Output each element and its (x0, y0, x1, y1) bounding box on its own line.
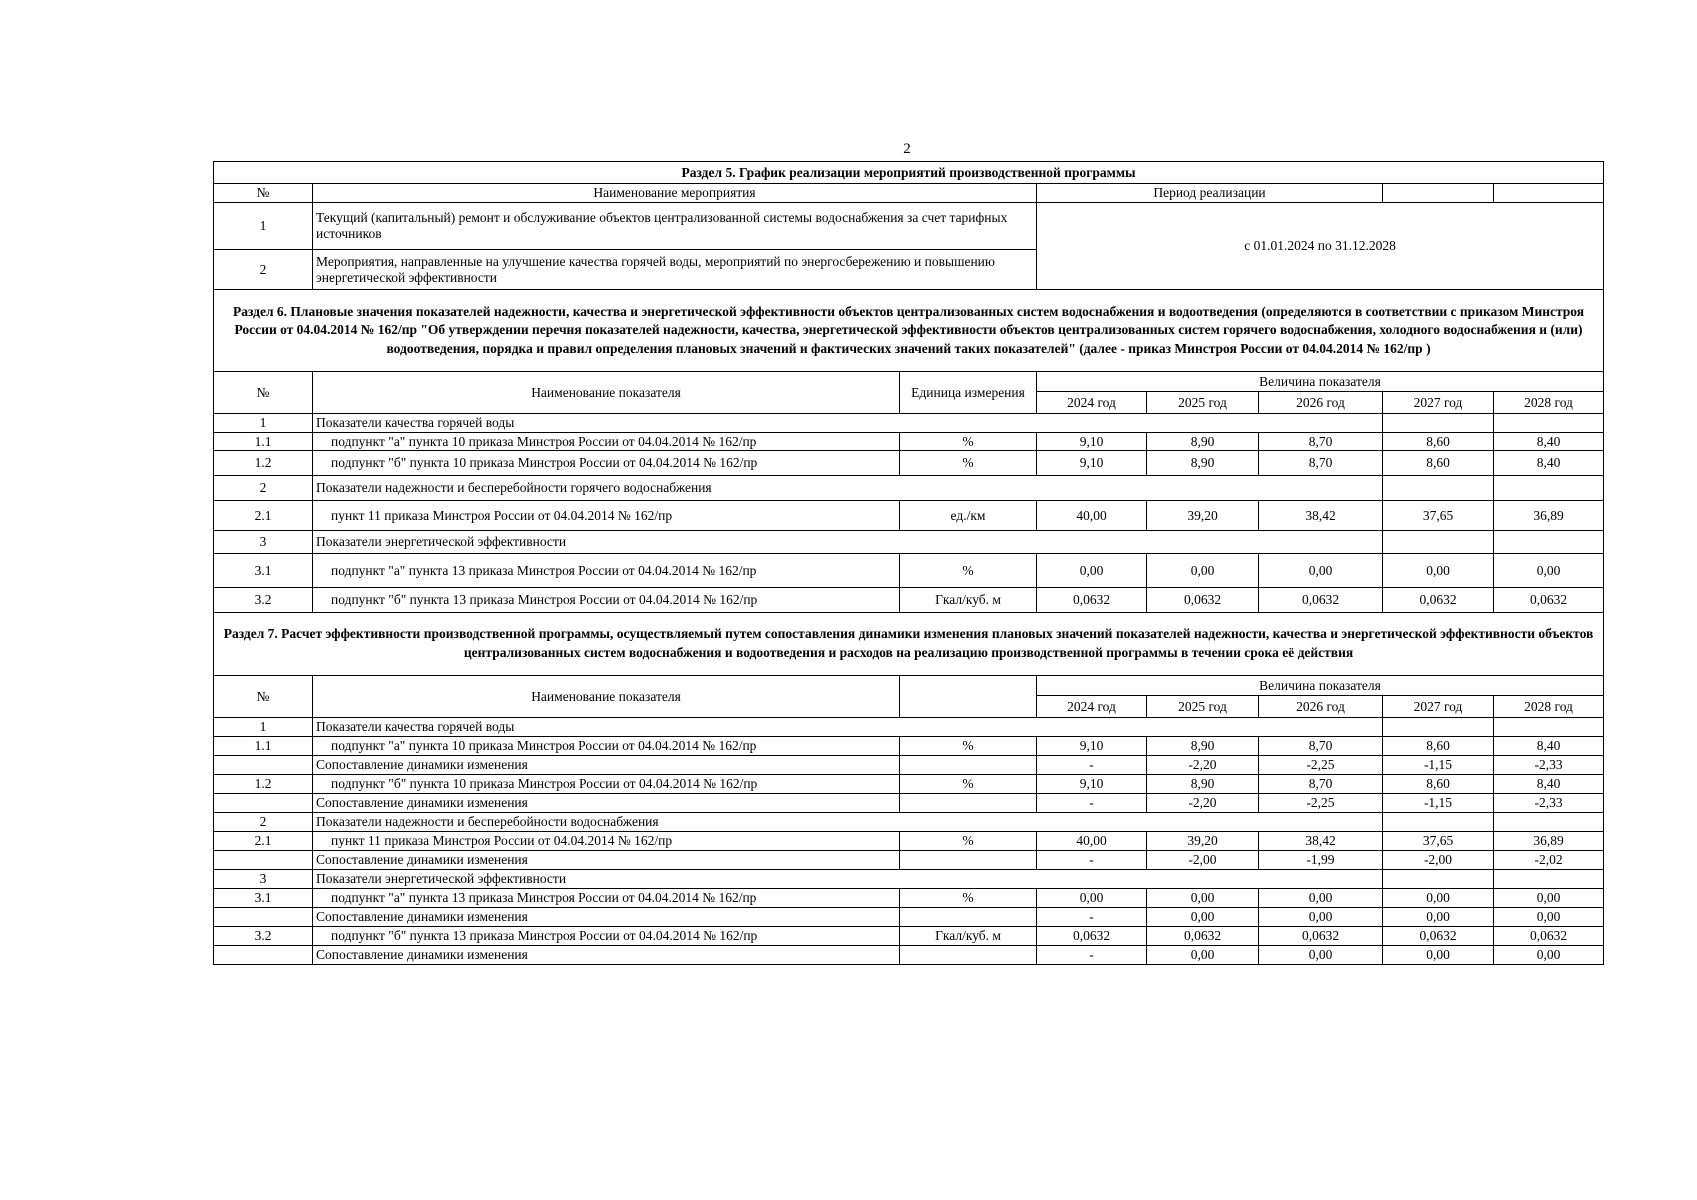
section6-header-row (214, 372, 1604, 392)
section6-year: 2027 год (1383, 392, 1494, 414)
dynamics-label: Сопоставление динамики изменения (313, 908, 900, 927)
empty-cell (1383, 870, 1494, 889)
indicator-value: 0,00 (1037, 889, 1147, 908)
section5-row-num: 1 (214, 203, 313, 250)
indicator-num: 1.2 (214, 451, 313, 476)
section7-header-row (214, 676, 1604, 696)
section7-year: 2028 год (1494, 696, 1604, 718)
section5-header-num: № (214, 184, 313, 203)
indicator-name: пункт 11 приказа Минстроя России от 04.04.2014 № 162/пр (313, 501, 900, 531)
indicator-name: подпункт "б" пункта 10 приказа Минстроя России от 04.04.2014 № 162/пр (313, 451, 900, 476)
dynamics-value: -2,25 (1259, 756, 1383, 775)
indicator-num: 1.2 (214, 775, 313, 794)
indicator-value: 36,89 (1494, 832, 1604, 851)
indicator-num: 1 (214, 718, 313, 737)
indicator-name: подпункт "а" пункта 13 приказа Минстроя России от 04.04.2014 № 162/пр (313, 889, 900, 908)
indicator-num: 2.1 (214, 832, 313, 851)
indicator-num: 3.2 (214, 927, 313, 946)
section6-header-num: № (214, 372, 313, 414)
section5-header-row (214, 184, 1604, 203)
indicator-value: 8,40 (1494, 737, 1604, 756)
indicator-num (214, 794, 313, 813)
indicator-unit: % (900, 432, 1037, 451)
dynamics-value: -1,99 (1259, 851, 1383, 870)
empty-cell (1383, 718, 1494, 737)
indicator-group-name: Показатели энергетической эффективности (313, 531, 1383, 554)
indicator-unit: % (900, 889, 1037, 908)
section6-year: 2024 год (1037, 392, 1147, 414)
indicator-unit: % (900, 832, 1037, 851)
page-number: 2 (903, 141, 911, 157)
section6-header-value: Величина показателя (1037, 372, 1604, 392)
indicator-name: подпункт "б" пункта 10 приказа Минстроя России от 04.04.2014 № 162/пр (313, 775, 900, 794)
indicator-value: 8,90 (1147, 432, 1259, 451)
section7-header-value: Величина показателя (1037, 676, 1604, 696)
dynamics-value: 0,00 (1147, 908, 1259, 927)
indicator-value: 8,60 (1383, 775, 1494, 794)
section6-year: 2028 год (1494, 392, 1604, 414)
section7-group-row (214, 718, 1604, 737)
section7-year: 2026 год (1259, 696, 1383, 718)
empty-cell (1494, 531, 1604, 554)
section6-group-row (214, 414, 1604, 433)
dynamics-value: 0,00 (1494, 946, 1604, 965)
section5-row-name: Текущий (капитальный) ремонт и обслуживание объектов централизованной системы водоснабжения за счет тарифных источников (313, 203, 1037, 250)
section6-group-row (214, 476, 1604, 501)
empty-cell (1383, 476, 1494, 501)
section7-dynamics-row (214, 946, 1604, 965)
indicator-value: 0,00 (1383, 554, 1494, 588)
indicator-unit (900, 946, 1037, 965)
indicator-value: 8,70 (1259, 737, 1383, 756)
indicator-group-name: Показатели качества горячей воды (313, 414, 1383, 433)
section7-header-num: № (214, 676, 313, 718)
indicator-value: 0,00 (1037, 554, 1147, 588)
section7-title-row (214, 613, 1604, 676)
indicator-value: 0,0632 (1259, 588, 1383, 613)
indicator-unit: Гкал/куб. м (900, 927, 1037, 946)
indicator-num: 3.2 (214, 588, 313, 613)
indicator-num: 1.1 (214, 432, 313, 451)
empty-cell (1383, 813, 1494, 832)
indicator-value: 0,0632 (1147, 588, 1259, 613)
section7-row (214, 832, 1604, 851)
section5-row-num: 2 (214, 250, 313, 290)
section5-header-name: Наименование мероприятия (313, 184, 1037, 203)
indicator-value: 38,42 (1259, 832, 1383, 851)
section7-group-row (214, 813, 1604, 832)
indicator-value: 8,40 (1494, 775, 1604, 794)
indicator-value: 9,10 (1037, 451, 1147, 476)
indicator-value: 0,00 (1259, 889, 1383, 908)
indicator-value: 0,0632 (1383, 588, 1494, 613)
indicator-value: 8,60 (1383, 737, 1494, 756)
indicator-unit: % (900, 554, 1037, 588)
dynamics-label: Сопоставление динамики изменения (313, 946, 900, 965)
indicator-value: 8,60 (1383, 451, 1494, 476)
dynamics-value: -1,15 (1383, 756, 1494, 775)
indicator-unit (900, 908, 1037, 927)
indicator-unit (900, 756, 1037, 775)
section6-header-unit: Единица измерения (900, 372, 1037, 414)
section6-title-row (214, 290, 1604, 372)
section7-header-name: Наименование показателя (313, 676, 900, 718)
indicator-value: 0,00 (1494, 889, 1604, 908)
indicator-num: 3 (214, 531, 313, 554)
section6-row (214, 588, 1604, 613)
dynamics-label: Сопоставление динамики изменения (313, 756, 900, 775)
dynamics-label: Сопоставление динамики изменения (313, 794, 900, 813)
section5-row (214, 203, 1604, 250)
indicator-value: 40,00 (1037, 832, 1147, 851)
dynamics-value: -2,33 (1494, 756, 1604, 775)
section5-header-period: Период реализации (1037, 184, 1383, 203)
dynamics-value: 0,00 (1383, 908, 1494, 927)
section5-title: Раздел 5. График реализации мероприятий производственной программы (214, 162, 1604, 184)
indicator-num (214, 851, 313, 870)
dynamics-value: 0,00 (1259, 946, 1383, 965)
empty-cell (1494, 813, 1604, 832)
section7-title: Раздел 7. Расчет эффективности производственной программы, осуществляемый путем сопоставления динамики изменения плановых значений показателей надежности, качества и энергетической эффективности объектов централизованных систем водоснабжения и водоотведения и расходов на реализацию производственной программы в течении срока её действия (214, 613, 1604, 676)
dynamics-value: - (1037, 908, 1147, 927)
dynamics-value: -2,00 (1383, 851, 1494, 870)
indicator-unit: % (900, 451, 1037, 476)
indicator-num: 2 (214, 813, 313, 832)
indicator-num (214, 756, 313, 775)
indicator-value: 39,20 (1147, 832, 1259, 851)
indicator-value: 40,00 (1037, 501, 1147, 531)
section5-period-value: с 01.01.2024 по 31.12.2028 (1037, 203, 1604, 290)
dynamics-value: - (1037, 851, 1147, 870)
dynamics-value: - (1037, 946, 1147, 965)
section7-dynamics-row (214, 794, 1604, 813)
indicator-group-name: Показатели надежности и бесперебойности водоснабжения (313, 813, 1383, 832)
section7-row (214, 737, 1604, 756)
dynamics-value: - (1037, 756, 1147, 775)
indicator-name: подпункт "б" пункта 13 приказа Минстроя России от 04.04.2014 № 162/пр (313, 927, 900, 946)
indicator-name: подпункт "б" пункта 13 приказа Минстроя России от 04.04.2014 № 162/пр (313, 588, 900, 613)
section7-header-unit (900, 676, 1037, 718)
section7-group-row (214, 870, 1604, 889)
indicator-group-name: Показатели энергетической эффективности (313, 870, 1383, 889)
indicator-value: 8,70 (1259, 775, 1383, 794)
section6-group-row (214, 531, 1604, 554)
indicator-value: 0,00 (1383, 889, 1494, 908)
section5-header-empty (1494, 184, 1604, 203)
indicator-value: 8,90 (1147, 737, 1259, 756)
section7-year: 2027 год (1383, 696, 1494, 718)
dynamics-value: -1,15 (1383, 794, 1494, 813)
indicator-value: 0,0632 (1383, 927, 1494, 946)
dynamics-value: 0,00 (1259, 908, 1383, 927)
dynamics-value: -2,25 (1259, 794, 1383, 813)
section6-row (214, 432, 1604, 451)
indicator-num: 2 (214, 476, 313, 501)
dynamics-value: 0,00 (1147, 946, 1259, 965)
indicator-num: 3 (214, 870, 313, 889)
indicator-unit: % (900, 775, 1037, 794)
section6-year: 2026 год (1259, 392, 1383, 414)
section7-row (214, 775, 1604, 794)
section7-row (214, 927, 1604, 946)
empty-cell (1383, 414, 1494, 433)
empty-cell (1383, 531, 1494, 554)
section7-dynamics-row (214, 908, 1604, 927)
indicator-value: 9,10 (1037, 775, 1147, 794)
indicator-value: 0,0632 (1147, 927, 1259, 946)
indicator-value: 8,40 (1494, 432, 1604, 451)
dynamics-label: Сопоставление динамики изменения (313, 851, 900, 870)
indicator-num (214, 908, 313, 927)
empty-cell (1494, 414, 1604, 433)
indicator-unit: % (900, 737, 1037, 756)
section6-header-name: Наименование показателя (313, 372, 900, 414)
indicator-value: 9,10 (1037, 737, 1147, 756)
empty-cell (1494, 870, 1604, 889)
section6-row (214, 451, 1604, 476)
section6-row (214, 554, 1604, 588)
dynamics-value: -2,20 (1147, 794, 1259, 813)
indicator-value: 0,0632 (1494, 927, 1604, 946)
indicator-num: 1 (214, 414, 313, 433)
indicator-name: подпункт "а" пункта 10 приказа Минстроя России от 04.04.2014 № 162/пр (313, 737, 900, 756)
section5-row-name: Мероприятия, направленные на улучшение качества горячей воды, мероприятий по энергосбережению и повышению энергетической эффективности (313, 250, 1037, 290)
indicator-name: пункт 11 приказа Минстроя России от 04.04.2014 № 162/пр (313, 832, 900, 851)
indicator-name: подпункт "а" пункта 13 приказа Минстроя России от 04.04.2014 № 162/пр (313, 554, 900, 588)
dynamics-value: 0,00 (1383, 946, 1494, 965)
indicator-name: подпункт "а" пункта 10 приказа Минстроя России от 04.04.2014 № 162/пр (313, 432, 900, 451)
section7-row (214, 889, 1604, 908)
indicator-value: 38,42 (1259, 501, 1383, 531)
indicator-value: 0,0632 (1259, 927, 1383, 946)
indicator-value: 8,40 (1494, 451, 1604, 476)
indicator-value: 0,0632 (1037, 927, 1147, 946)
indicator-group-name: Показатели качества горячей воды (313, 718, 1383, 737)
indicator-num: 1.1 (214, 737, 313, 756)
indicator-value: 0,00 (1147, 554, 1259, 588)
indicator-unit (900, 851, 1037, 870)
dynamics-value: -2,00 (1147, 851, 1259, 870)
dynamics-value: 0,00 (1494, 908, 1604, 927)
empty-cell (1494, 476, 1604, 501)
program-table (213, 161, 1604, 965)
indicator-value: 8,90 (1147, 451, 1259, 476)
indicator-unit: ед./км (900, 501, 1037, 531)
table-body (214, 162, 1604, 965)
indicator-value: 8,90 (1147, 775, 1259, 794)
indicator-value: 8,70 (1259, 432, 1383, 451)
indicator-num: 2.1 (214, 501, 313, 531)
indicator-value: 37,65 (1383, 501, 1494, 531)
indicator-group-name: Показатели надежности и бесперебойности горячего водоснабжения (313, 476, 1383, 501)
indicator-value: 0,00 (1494, 554, 1604, 588)
indicator-value: 39,20 (1147, 501, 1259, 531)
indicator-value: 0,0632 (1494, 588, 1604, 613)
section7-year: 2024 год (1037, 696, 1147, 718)
indicator-num: 3.1 (214, 889, 313, 908)
section7-dynamics-row (214, 851, 1604, 870)
indicator-value: 9,10 (1037, 432, 1147, 451)
section6-title: Раздел 6. Плановые значения показателей надежности, качества и энергетической эффективности объектов централизованных систем водоснабжения и водоотведения (определяются в соответствии с приказом Минстроя России от 04.04.2014 № 162/пр "Об утверждении перечня показателей надежности, качества, энергетической эффективности объектов централизованных систем горячего водоснабжения, холодного водоснабжения и (или) водоотведения, порядка и правил определения плановых значений и фактических значений таких показателей" (далее - приказ Минстроя России от 04.04.2014 № 162/пр ) (214, 290, 1604, 372)
section5-header-empty (1383, 184, 1494, 203)
section6-year: 2025 год (1147, 392, 1259, 414)
indicator-value: 0,00 (1259, 554, 1383, 588)
section7-year: 2025 год (1147, 696, 1259, 718)
indicator-value: 36,89 (1494, 501, 1604, 531)
dynamics-value: -2,33 (1494, 794, 1604, 813)
section7-dynamics-row (214, 756, 1604, 775)
indicator-value: 0,00 (1147, 889, 1259, 908)
section6-row (214, 501, 1604, 531)
empty-cell (1494, 718, 1604, 737)
indicator-value: 8,60 (1383, 432, 1494, 451)
indicator-num (214, 946, 313, 965)
dynamics-value: -2,20 (1147, 756, 1259, 775)
indicator-value: 0,0632 (1037, 588, 1147, 613)
indicator-value: 37,65 (1383, 832, 1494, 851)
indicator-num: 3.1 (214, 554, 313, 588)
dynamics-value: - (1037, 794, 1147, 813)
indicator-value: 8,70 (1259, 451, 1383, 476)
section5-title-row (214, 162, 1604, 184)
dynamics-value: -2,02 (1494, 851, 1604, 870)
indicator-unit: Гкал/куб. м (900, 588, 1037, 613)
indicator-unit (900, 794, 1037, 813)
